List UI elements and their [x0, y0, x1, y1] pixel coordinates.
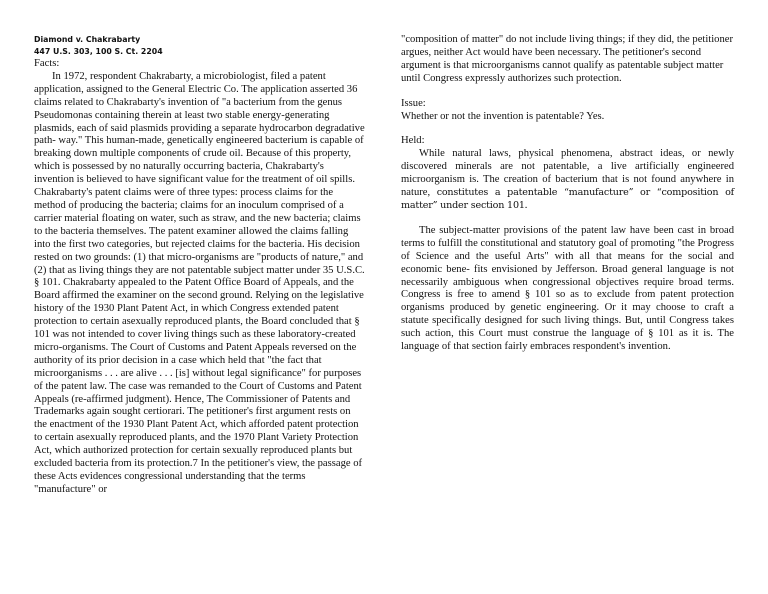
case-title: Diamond v. Chakrabarty	[34, 35, 141, 44]
held-text-start: While natural laws, physical phenomena, abstract ideas, or newly discovered minerals are not patentable, a live artificially engineered microorganism is. The creation of bacterium that is not found anywhere in nature,	[401, 148, 734, 199]
held-paragraph	[401, 148, 734, 213]
held-text-highlight: constitutes a patentable “manufacture” or “composition of matter” under section 101	[401, 187, 734, 211]
held-label: Held:	[401, 135, 425, 147]
issue-paragraph: Whether or not the invention is patentable? Yes.	[401, 110, 605, 122]
issue-label: Issue:	[401, 97, 426, 109]
held-second-paragraph: The subject-matter provisions of the patent law have been cast in broad terms to fulfill the constitutional and statutory goal of promoting "the Progress of Science and the useful Arts" with all that means for the social and economic bene- fits envisioned by Jefferson. Broad general language is not necessarily ambiguous when congressional objectives require broad terms. Congress is free to amend § 101 so as to exclude from patent protection organisms produced by genetic engineering. Or it may choose to craft a statute specifically designed for such living things. But, until Congress takes such action, this Court must construe the language of § 101 as it is. The language of that section fairly embraces respondent's invention.	[401, 224, 734, 353]
held-text-end: .	[524, 199, 528, 211]
facts-paragraph: In 1972, respondent Chakrabarty, a microbiologist, filed a patent application, assigned to the General Electric Co. The application asserted 36 claims related to Chakrabarty's invention of "a bacterium from the genus Pseudomonas containing therein at least two stable energy-generating plasmids, each of said plasmids providing a separate hydrocarbon degradative path- way." This human-made, genetically engineered bacterium is capable of breaking down multiple components of crude oil. Because of this property, which is possessed by no naturally occurring bacteria, Chakrabarty's invention is believed to have significant value for the treatment of oil spills. Chakrabarty's patent claims were of three types: process claims for the method of producing the bacteria; claims for an inoculum comprised of a carrier material floating on water, such as straw, and the new bacteria; claims to the bacteria themselves. The patent examiner allowed the claims falling into the first two categories, but rejected claims for the bacteria. His decision rested on two grounds: (1) that micro-organisms are "products of nature," and (2) that as living things they are not patentable subject matter under 35 U.S.C. § 101. Chakrabarty appealed to the Patent Office Board of Appeals, and the Board affirmed the examiner on the second ground. Relying on the legislative history of the 1930 Plant Patent Act, in which Congress extended patent protection to certain asexually reproduced plants, the Board concluded that § 101 was not intended to cover living things such as these laboratory-created micro-organisms. The Court of Customs and Patent Appeals reversed on the authority of its prior decision in a case which held that "the fact that microorganisms . . . are alive . . . [is] without legal significance" for purposes of the patent law. The case was remanded to the Court of Customs and Patent Appeals (re-affirmed judgment). Hence, The Commissioner of Patents and Trademarks again sought certiorari. The petitioner's first argument rests on the enactment of the 1930 Plant Patent Act, which afforded patent protection to certain asexually reproduced plants, and the 1970 Plant Variety Protection Act, which authorized protection for certain sexually reproduced plants but excluded bacteria from its protection.7 In the petitioner's view, the passage of these Acts evidences congressional understanding that the terms "manufacture" or	[34, 70, 365, 495]
left-column	[34, 34, 366, 497]
facts-label: Facts:	[34, 58, 60, 69]
right-column	[401, 34, 734, 354]
facts-continued-paragraph: "composition of matter" do not include living things; if they did, the petitioner argues, neither Act would have been necessary. The petitioner's second argument is that microorganisms cannot qualify as patentable subject matter until Congress expressly authorizes such protection.	[401, 34, 734, 84]
case-citation: 447 U.S. 303, 100 S. Ct. 2204	[34, 47, 163, 56]
